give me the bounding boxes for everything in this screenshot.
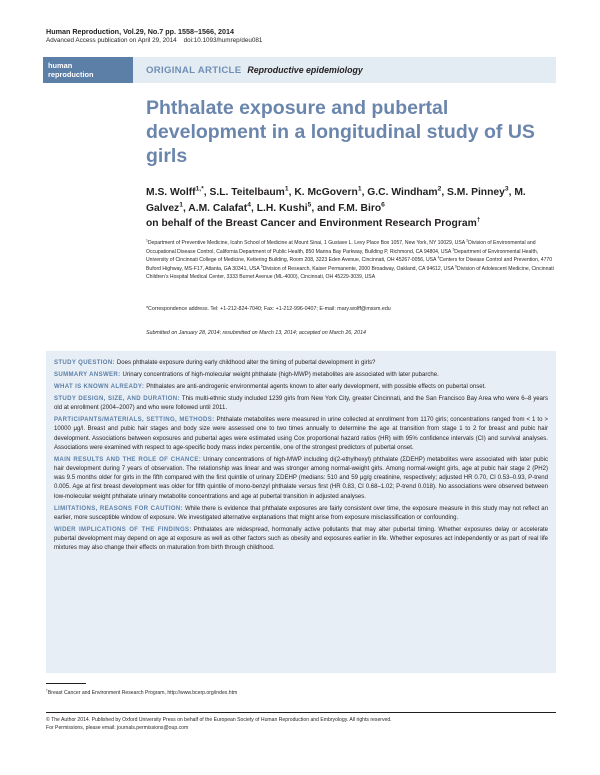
author-affiliation-mark: 4 — [247, 201, 251, 209]
correspondence: *Correspondence address. Tel: +1-212-824-7040; Fax: +1-212-996-0407; E-mail: mary.wolff@mssm.edu — [146, 306, 391, 312]
footnote: †Breast Cancer and Environment Research Program, http://www.bcerp.org/index.htm — [46, 688, 238, 696]
affiliation: $^4$Centers for Disease Control and Prevention, 4770 Buford Highway, MS-F17, Atlanta, GA 30341, USA — [146, 255, 553, 272]
copyright-divider — [46, 712, 556, 713]
author-list — [146, 185, 556, 232]
author-affiliation-mark: 1 — [284, 185, 289, 193]
abstract-section — [54, 416, 548, 453]
abstract-section — [54, 395, 548, 413]
footnote-divider — [46, 683, 86, 684]
author-separator: , — [182, 202, 189, 214]
author-separator: , — [288, 187, 295, 198]
abstract-heading: WHAT IS KNOWN ALREADY: — [54, 384, 145, 390]
author-separator: , — [361, 187, 368, 198]
abstract-heading: STUDY DESIGN, SIZE, AND DURATION: — [54, 396, 180, 402]
advance-access-line: Advanced Access publication on April 29, 2014 doi:10.1093/humrep/deu081 — [46, 37, 263, 44]
abstract-heading: PARTICIPANTS/MATERIALS, SETTING, METHODS: — [54, 417, 215, 424]
author-affiliation-mark: 2 — [437, 185, 442, 193]
author-separator: , and — [311, 202, 339, 214]
journal-logo — [43, 57, 133, 83]
abstract-heading: MAIN RESULTS AND THE ROLE OF CHANCE: — [54, 456, 202, 463]
abstract-heading: STUDY QUESTION: — [54, 360, 115, 366]
submission-dates: Submitted on January 28, 2014; resubmitted on March 13, 2014; accepted on March 26, 2014 — [146, 330, 366, 336]
author-name: M. Galvez — [146, 187, 526, 214]
author-affiliation-mark: 1 — [179, 201, 183, 209]
affiliation: $^3$Department of Environmental Health, University of Cincinnati College of Medicine, Kettering Building, Room 208, 3223 Eden Avenue, Cincinnati, OH 45267-0056, USA — [146, 246, 539, 264]
logo-line-2: reproduction — [48, 70, 94, 79]
abstract-section — [54, 383, 548, 392]
author-affiliation-mark: 1 — [357, 185, 362, 193]
author-name: S.L. Teitelbaum — [209, 187, 285, 198]
abstract-text: This multi-ethnic study included 1239 girls from New York City, greater Cincinnati, and the San Francisco Bay Area who were 6–8 years old at enrollment (2004–2007) and who were followed until 2011. — [54, 396, 548, 412]
logo-line-1: human — [48, 61, 73, 70]
abstract-heading: SUMMARY ANSWER: — [54, 372, 121, 378]
author-name: S.M. Pinney — [447, 187, 505, 198]
affiliation: $^6$Division of Adolescent Medicine, Cincinnati Children's Hospital Medical Center, 3333 Burnet Avenue (ML-4000), Cincinnati, OH 45229-3039, USA — [146, 264, 554, 281]
permissions-line: For Permissions, please email: journals.permissions@oup.com — [46, 725, 189, 731]
affiliations — [146, 239, 556, 282]
abstract-text: Phthalates are widespread, hormonally active pollutants that may alter pubertal timing. Whether exposures delay or accelerate pubertal development may depend on age at exposure as well as other factors such as obesity and exposures earlier in life. Whether exposures act independently or as part of real life mixtures may also change their effects on maturation from birth through childhood. — [54, 526, 549, 552]
abstract-text: Urinary concentrations of high-molecular weight phthalate (high-MWP) metabolites are associated with later pubarche. — [122, 372, 439, 378]
author-separator: , — [250, 202, 257, 214]
author-separator: , — [441, 187, 448, 198]
copyright — [46, 716, 556, 732]
article-title: Phthalate exposure and pubertal development in a longitudinal study of US girls — [146, 97, 535, 167]
author-name: M.S. Wolff — [146, 187, 196, 198]
author-separator: , — [203, 187, 210, 198]
author-name: F.M. Biro — [338, 202, 382, 214]
abstract-section — [54, 526, 548, 554]
abstract-section — [54, 359, 548, 368]
author-name: L.H. Kushi — [256, 202, 308, 214]
abstract-section — [54, 371, 548, 380]
affiliation: $^5$Division of Research, Kaiser Permanente, 2000 Broadway, Oakland, CA 94612, USA — [260, 264, 454, 272]
abstract-text: Urinary concentrations of high-MWP including di(2-ethylhexyl) phthalate (ΣDEHP) metabolites were associated with later pubic hair development during 7 years of observation. The relationship was linear and was stronger among normal-weight girls. Among normal-weight girls, age at pubic hair stage 2 (PH2) was 9.5 months older for girls in the fifth compared with the first quintile of urinary ΣDEHP (medians: 510 and 59 μg/g creatinine, respectively; adjusted HR 0.70, CI 0.53–0.93, P-trend 0.005. Age at first breast development was older for fifth quintile of mono-benzyl phthalate versus first (HR 0.83, CI 0.68–1.02; P-trend 0.018). No associations were observed between low-molecular weight phthalate urinary metabolite concentrations and age at pubertal transition in adjusted analyses. — [54, 456, 548, 500]
abstract-section — [54, 505, 548, 523]
author-affiliation-mark: 1,* — [195, 185, 204, 193]
abstract-heading: LIMITATIONS, REASONS FOR CAUTION: — [54, 505, 183, 512]
affiliation: $^2$Division of Environmental and Occupational Disease Control, California Department of Public Health, 850 Marina Bay Parkway, Building P, Richmond, CA 94804, USA — [146, 238, 536, 255]
abstract-heading: WIDER IMPLICATIONS OF THE FINDINGS: — [54, 526, 192, 533]
journal-citation: Human Reproduction, Vol.29, No.7 pp. 1558–1566, 2014 — [46, 27, 235, 36]
abstract-text: While there is evidence that phthalate exposures are fairly consistent over time, the exposure measure in this study may not reflect an earlier, more susceptible window of exposure. We investigated alternative explanations that might arise from exposure misclassification or confounding. — [54, 505, 548, 521]
article-type: ORIGINAL ARTICLE — [146, 65, 242, 76]
author-affiliation-mark: 5 — [307, 201, 312, 209]
affiliation: $^1$Department of Preventive Medicine, Icahn School of Medicine at Mount Sinai, 1 Gustave L. Levy Place Box 1057, New York, NY 10029, USA — [146, 238, 465, 246]
structured-abstract — [46, 351, 556, 673]
abstract-section — [54, 456, 548, 502]
author-affiliation-mark: 3 — [504, 185, 509, 193]
author-separator: , — [508, 187, 515, 198]
author-name: G.C. Windham — [367, 187, 438, 198]
author-name: K. McGovern — [294, 187, 358, 198]
author-group: on behalf of the Breast Cancer and Environment Research Program† — [146, 216, 481, 229]
author-name: A.M. Calafat — [188, 202, 248, 214]
copyright-line: © The Author 2014. Published by Oxford University Press on behalf of the European Society of Human Reproduction and Embryology. All rights reserved. — [46, 717, 392, 723]
author-affiliation-mark: 6 — [381, 201, 385, 209]
abstract-text: Does phthalate exposure during early childhood alter the timing of pubertal development in girls? — [116, 360, 376, 366]
abstract-text: Phthalate metabolites were measured in urine collected at enrollment from 1170 girls; concentrations ranged from < 1 to > 10000 μg/l. Breast and pubic hair stages and body size were assessed one to two times annually to determine the age at transition from stage 1 to 2 for breast and pubic hair development. Associations between exposures and pubertal ages were estimated using Cox proportional hazard ratios (HR) with 95% confidence intervals (CI) and survival analyses. Associations were examined with respect to age-specific body mass index percentile, one of the strongest predictors of pubertal onset. — [54, 417, 548, 451]
article-section: Reproductive epidemiology — [247, 65, 363, 75]
article-type-banner — [133, 57, 556, 83]
abstract-text: Phthalates are anti-androgenic environmental agents known to alter early development, with possible effects on pubertal onset. — [146, 384, 486, 390]
